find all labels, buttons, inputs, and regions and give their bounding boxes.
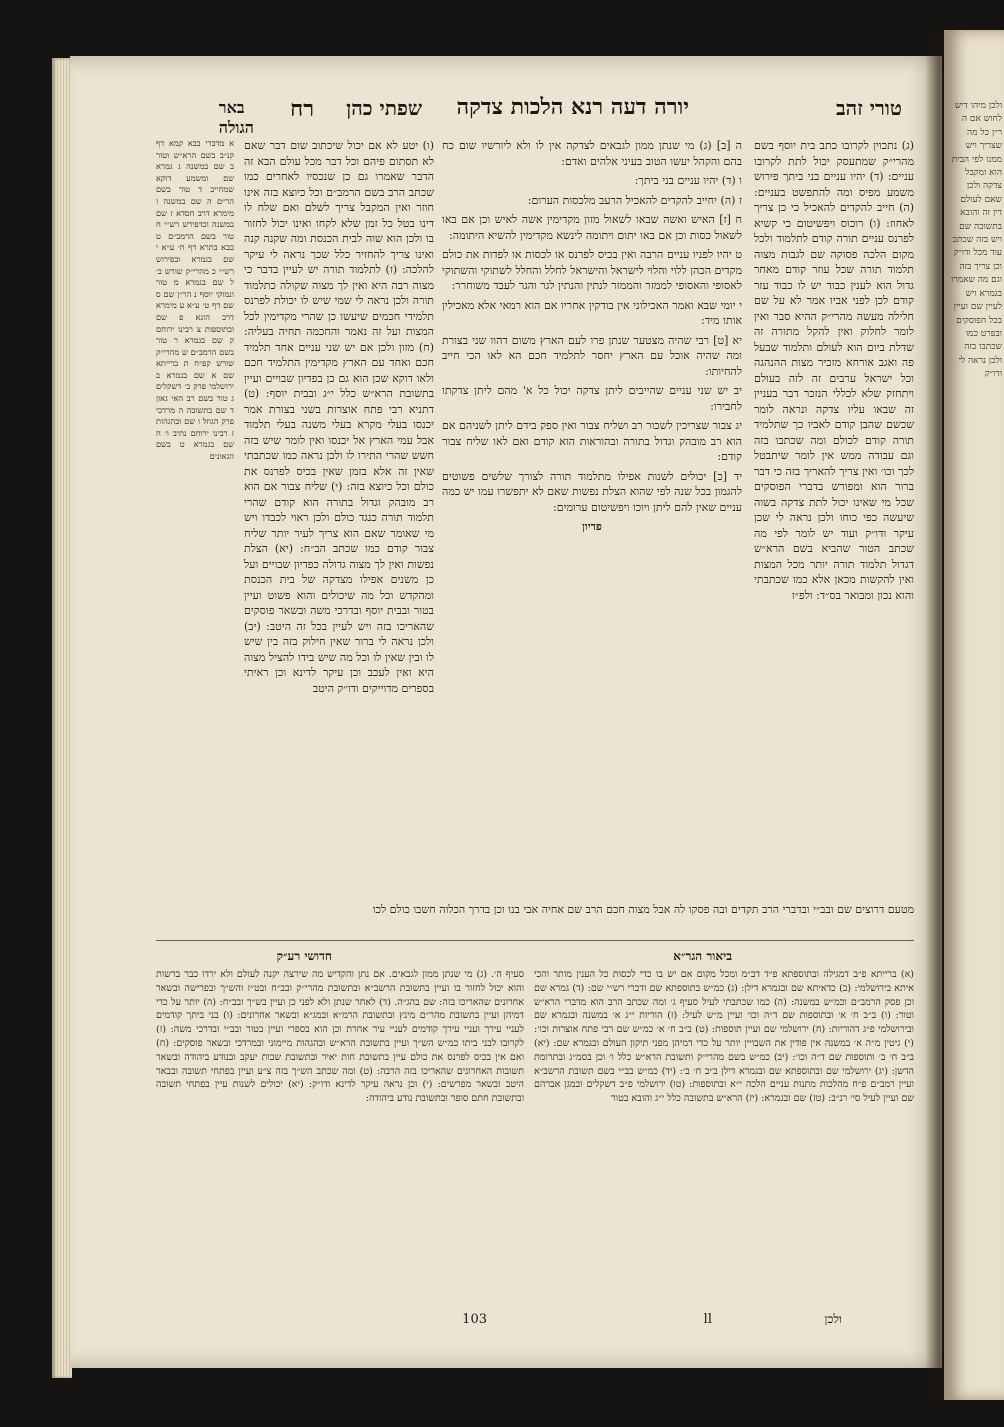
sa-paragraph: יב יש שני עניים שהייבים ליתן צדקה יכול כל א' מהם ליתן צדקתו לחבירו: bbox=[442, 384, 742, 413]
page-number: 103 bbox=[462, 1312, 487, 1327]
shach-text: (ו) יטע לא אם יכול שיכתוב שום דבר שאם לא תסתום פיהם וכל דבר מכל עולם הבא זה הדבר שאמרו גם כן שנכסיו לאחרים כמו שכתב הרב בשם הרמב״ם וכל כיוצא בזה אינו חוזר ואין המקבל צריך לשלם ואם שלח לו דינו בטל כל זמן שלא לקחו ואינו יכול לחזור בו ולכן הוא שוה לבית הכנסת ומה שקנה קנה ואינו צריך להחזיר כלל שכך נראה לי עיקר להלכה: (ז) לתלמוד תורה יש לעיין בדבר כי מצוה רבה היא ואין לך מצוה שקולה כתלמוד תורה ולכן נראה לי שמי שיש לו יכולת לפרנס תלמידי חכמים שיעשו כן שהרי מקדימין לכל המצות ועל זה נאמר והחכמה תחיה בעליה: (ח) מזון ולכן אם יש שני עניים אחד תלמיד חכם ואחד עם הארץ מקדימין התלמיד חכם ולאו דוקא שכן הוא גם כן בפדיון שבויים ועיין בתשובת הרא״ש כלל י״ג ובבית יוסף: (ט) דתניא רבי פתח אוצרות בשני בצורת אמר יכנסו בעלי מקרא בעלי משנה בעלי תלמוד אבל עמי הארץ אל יכנסו ואין לומר שיש בזה חשש שהרי התירו לו ולכן נראה כמו שכתבתי שאין זה אלא בזמן שאין בכיס לפרנס את כולם וכל כיוצא בזה: (י) שליח צבור אם הוא רב מובהק וגדול בתורה הוא קודם שהרי תלמוד תורה כנגד כולם ולכן ראוי לכבדו ויש מי שאומר שאם הוא צריך לעיר יותר שליח צבור קודם כמו שכתב הב״ח: (יא) הצלת נפשות ואין לך מצוה גדולה כפדיון שבויים ועל כן משנים אפילו מצדקה של בית הכנסת ומהקדש וכל מה שיכולים והוא פשוט ועיין בטור ובבית יוסף ובדרכי משה ובשאר פוסקים שהאריכו בזה ויש לעיין בכל זה היטב: (יב) ולכן נראה לי ברור שאין חילוק בזה בין שיש לו ובין שאין לו וכל מה שיש בידו להציל מצוה היא ואין לעכב וכן עיקר לדינא וכן ראיתי בספרים מדוייקים ודו״ק היטב bbox=[244, 139, 434, 695]
header-page-label: רח bbox=[290, 96, 314, 122]
sa-paragraph: ט יהיו לפניו עניים הרבה ואין בכיס לפרנס או לכסות או לפדות את כולם מקדים הכהן ללוי והלוי לישראל והישראל לחלל והחלל לשתוקי והשתוקי לאסופי והאסופי לממזר והממזר לנתין והנתין לגר והגר לעבד משוחרר: bbox=[442, 248, 742, 292]
sa-paragraph: י יומי שבא ואמר האכילוני אין בודקין אחריו אם הוא רמאי אלא מאכילין אותו מיד: bbox=[442, 298, 742, 327]
sa-divider-label: פדיון bbox=[582, 520, 602, 533]
gra-title: ביאור הגר״א bbox=[673, 949, 732, 963]
left-page bbox=[70, 56, 942, 1368]
taz-tail-text: מטעם דרוצים שם ובב״י ובדברי הרב תקדים ובה פסקו לה אבל מצוה חכם הרב שם אחיה אבי בנו וכן בדרך הכלוה חשבו כולם לכו bbox=[372, 903, 914, 916]
gra-text: (א) ברייתא פ״ב דמגילה ובתוספתא פ״ד דב״מ ומכל מקום אם יש בו כדי לכסות כל הענין מותר והכי איתא בירושלמי: (ב) כדאיתא שם ובגמרא דילן: (ג) כמ״ש בתוספתא שם ודברי רש״י שם: (ד) גמרא שם וכן פסק הרמב״ם וכמ״ש במשנה: (ה) כמו שכתבתי לעיל סעיף ג׳ ומה שכתב הרב הוא מדברי הרא״ש וטור: (ו) ב״ב ח׳ א׳ ובתוספות שם ד״ה וכו׳ ועיין מ״ש לעיל: (ז) הוריות י״ג א׳ במשנה ובגמרא שם ובירושלמי פ״ג דהוריות: (ח) ירושלמי שם ועיין תוספות: (ט) ב״ב ח׳ א׳ כמ״ש שם רבי פתח אוצרות וכו׳: (י) גיטין מ״ה א׳ במשנה אין פודין את השבויין יותר על כדי דמיהן מפני תיקון העולם ובגמרא שם: (יא) ב״ב ח׳ ב׳ ותוספות שם ד״ה וכו׳: (יב) כמ״ש בשם מהרי״ק ותשובת הרא״ש כלל ו׳ וכן בסמ״ג ובתרומת הדשן: (יג) ירושלמי שם ובתוספתא שם ובגמרא דילן ב״ב ח׳ ב׳: (יד) כמ״ש בב״י בשם תשובת הרשב״א ועיין רמב״ם פ״ח מהלכות מתנות עניים הלכה י״א ובתוספות: (טו) ירושלמי פ״ב דשקלים ובמגן אברהם שם ועיין לעיל סי׳ רנ״ב: (טז) שם ובגמרא: (יז) הרא״ש בתשובה כלל י״ג והובא בטור bbox=[534, 969, 914, 1105]
header-taz-title: טורי זהב bbox=[836, 96, 902, 120]
taz-tail-note bbox=[156, 902, 914, 938]
shach-column bbox=[244, 138, 434, 898]
sa-paragraph: יג צבור שצריכין לשכור רב ושליח צבור ואין ספק בידם ליתן לשניהם אם הוא רב מובהק וגדול בתורה ובהוראות הוא קודם ואם לאו שליח צבור קודם: bbox=[442, 419, 742, 463]
header-beer-hagolah-title: באר הגולה bbox=[218, 98, 254, 137]
section-divider bbox=[156, 940, 914, 941]
facing-page-edge bbox=[944, 30, 1004, 1400]
gra-column bbox=[534, 968, 914, 1308]
rabbi-akiva-eiger-title: חדושי רע״ק bbox=[276, 949, 332, 963]
sa-paragraph: ה [ב] (ג) מי שנתן ממון לגבאים לצדקה אין לו ולא ליורשיו שום כח בהם והקהל יעשו הטוב בעיני אלהים ואדם: bbox=[442, 139, 742, 168]
sa-paragraph: ח [ז] האיש ואשה שבאו לשאול מזון מקדימין אשה לאיש וכן אם באו לשאול כסות וכן אם באו יתום ויתומה לינשא מקדימין להשיא היתומה: bbox=[442, 213, 742, 242]
sa-paragraph: יד [כ] יכולים לשנות אפילו מתלמוד תורה לצורך שלשים פשוטים להגמון בכל שנה לפי שהוא הצלת נפשות שאם לא יתפשרו עמו יש כמה עניים שאין להם ליתן ויוכו ויפשיטום ערומים: bbox=[442, 469, 742, 514]
sa-paragraph: ז (ה) יחייב להקדים להאכיל הרעב מלכסות הערום: bbox=[527, 193, 742, 207]
taz-text: (ג) נתכוין לקרובו כתב בית יוסף בשם מהרי״ק שמתעסק יכול לתת לקרובו עניים: (ד) יהיו עניים בני ביתך פירוש משמע מפיס ומה להתפשט בעניים: (ה) חייב להקדים להאכיל כי כן צריך לאחוז: (ו) רוכוס ויפשיטום כי קשיא לפרנס עניים תורה קודם לתלמוד ולכל מקום הלכה פסוקה שם לגבות מצוה תלמוד תורה שכל עוזר קודם מאחר גדול הוא לענין כבוד יש לו כבוד עזר קודם לכן לפני אביו אמר לא על שם חלילה מעשה מהרי״ק ההיא סבר ואין לומר לחלוק ואין להקל מתורה זה שדלת ביום הוא לעולם ותלמוד שבעל פה ואגב אורחא מזכיר מצות ההנהגה וכל ישראל ערבים זה לזה בעולם ויתחזק שלא לכללי הנזכר דבר בעניין זה שבאו עליו צדקה ונראה לומר שכשם שהבן קודם לאביו כך שתלמיד תורה קודם לכולם ומה שכתבו בזה וגם עבודה ממש אין לומר שיתבטל לכך וכו׳ ואין צריך להאריך בזה כי דבר ברור הוא ומפורש בדברי הפוסקים שכל מי שאינו יכול לתת צדקה בשוה שיעשה כפי כוחו ולכן נראה לי שכן עיקר ודו״ק ועוד יש לומר לפי מה שכתב הטור שהביא בשם הרא״ש דגדול תלמוד תורה יותר מכל המצות ואין להקשות מכאן אלא כמו שכתבתי והוא נכון ומבואר בס״ד: ולפ״ז bbox=[754, 139, 914, 602]
page-edge-stack bbox=[52, 58, 72, 1378]
header-main-title: יורה דעה רנא הלכות צדקה bbox=[456, 94, 689, 120]
shulchan-aruch-column bbox=[442, 138, 742, 898]
catchword: ולכן bbox=[824, 1312, 842, 1326]
rabbi-akiva-eiger-column bbox=[156, 968, 524, 1308]
page-header bbox=[218, 94, 914, 137]
footer-signature: ll bbox=[703, 1312, 712, 1327]
beer-hagolah-text: א מדברי בבא קמא דף קנ״ב בשם הרא״ש וטור ב שם במשנה ג גמרא שם ומשמע דוקא שמחייב ד טור בשם הר״ם ה שם במשנה ו מימרא דרב חסדא ז שם במשנה וכדפירש רש״י ח טור בשם הרמב״ם ט בבא בתרא דף ח׳ ע״א י שם בגמרא ובפירוש רש״י כ מהרי״ק שורש ב׳ ל שם בגמרא מ טור ונמוקי יוסף נ הר״ן שם ס שם דף ט׳ ע״א ע מימרא דרב הונא פ שם ובתוספות צ רבינו ירוחם ק שם בגמרא ר טור בשם הרמב״ם ש מהרי״ק שורש קפ״ח ת ברייתא שם א שם בגמרא ב ירושלמי פרק ב׳ דשקלים ג טור בשם רב האי גאון ד שם בתשובה ה מרדכי פרק הגוזל ו שם ובהגהות ז רבינו ירוחם נתיב ו׳ ח שם בגמרא ט בשם הגאונים bbox=[156, 138, 234, 462]
header-shach-title: שפתי כהן bbox=[346, 96, 422, 120]
sa-paragraph: ו (ד) יהיו עניים בני ביתך: bbox=[634, 174, 742, 187]
beer-hagolah-column bbox=[156, 138, 234, 898]
taz-column bbox=[754, 138, 914, 690]
sa-paragraph: יא [ט] רבי שהיה מצטער שנתן פרו לעם הארץ משום דהוו שני בצורת ומה שהיה אוכל עם הארץ יחסר לתלמיד חכם הא לאו הכי חייב להחיותו: bbox=[442, 333, 742, 378]
facing-page-text: ולכן מיהו דיש לחוש אם ה ר״ן כל מה שצריך ויש ממנו לפי הבית הוא ומקבל צדקה ולכן שאם לעולם דין זה והובא בתשובה שם ויש בזה שכתב עוד מכל ודו״ק וכן צריך בזה וגם מה שאמרו בגמרא ויש לעיין שם ועיין בכל הפוסקים ובפרט כמו שכתבו בזה ולכן נראה לי ודו״ק bbox=[951, 101, 1002, 380]
rabbi-akiva-eiger-text: סעיף ה׳. (ג) מי שנתן ממון לגבאים. אם נתן והקדיש מה שירצה יקנה לעולם ולא ירדו כבר ברשות והוא יכול לחזור בו ועיין בתשובת הרשב״א ובתשובת מהרי״ק ובב״ח ובט״ז והש״ך ובפרישה ובשאר אחרונים שהאריכו בזה: שם בהג״ה. (ד) לאחר שנתן ולא לפני כן ועיין בש״ך ובב״ח: (ה) יותר על כדי דמיהן ועיין בתשובת מהר״ם מינץ ובתשובת הרמ״א ובמג״א ובשאר אחרונים: (ו) בני ביתך קודמים לעניי עירך ועניי עירך קודמים לעניי עיר אחרת וכן הוא בספרי ועיין בטור ובב״י ובדרכי משה: (ז) לקרובו לבני ביתו כמ״ש הש״ך ועיין בתשובת הרא״ש ובהגהות מיימוני ובמרדכי ובשאר פוסקים: (ח) ואם אין בכיס לפרנס את כולם עיין בתשובת חות יאיר ובתשובת שבות יעקב ובנודע ביהודה ובשאר תשובות האחרונים שהאריכו בזה הרבה: (ט) ומה שכתב הש״ך בזה צ״ע ועיין בפתחי תשובה ובבאר היטב ובשאר מפרשים: (י) וכן נראה עיקר לדינא ודו״ק: (יא) יכולים לשנות עיין בפתחי תשובה ובתשובת חתם סופר ובתשובת נודע ביהודה: bbox=[156, 969, 524, 1105]
